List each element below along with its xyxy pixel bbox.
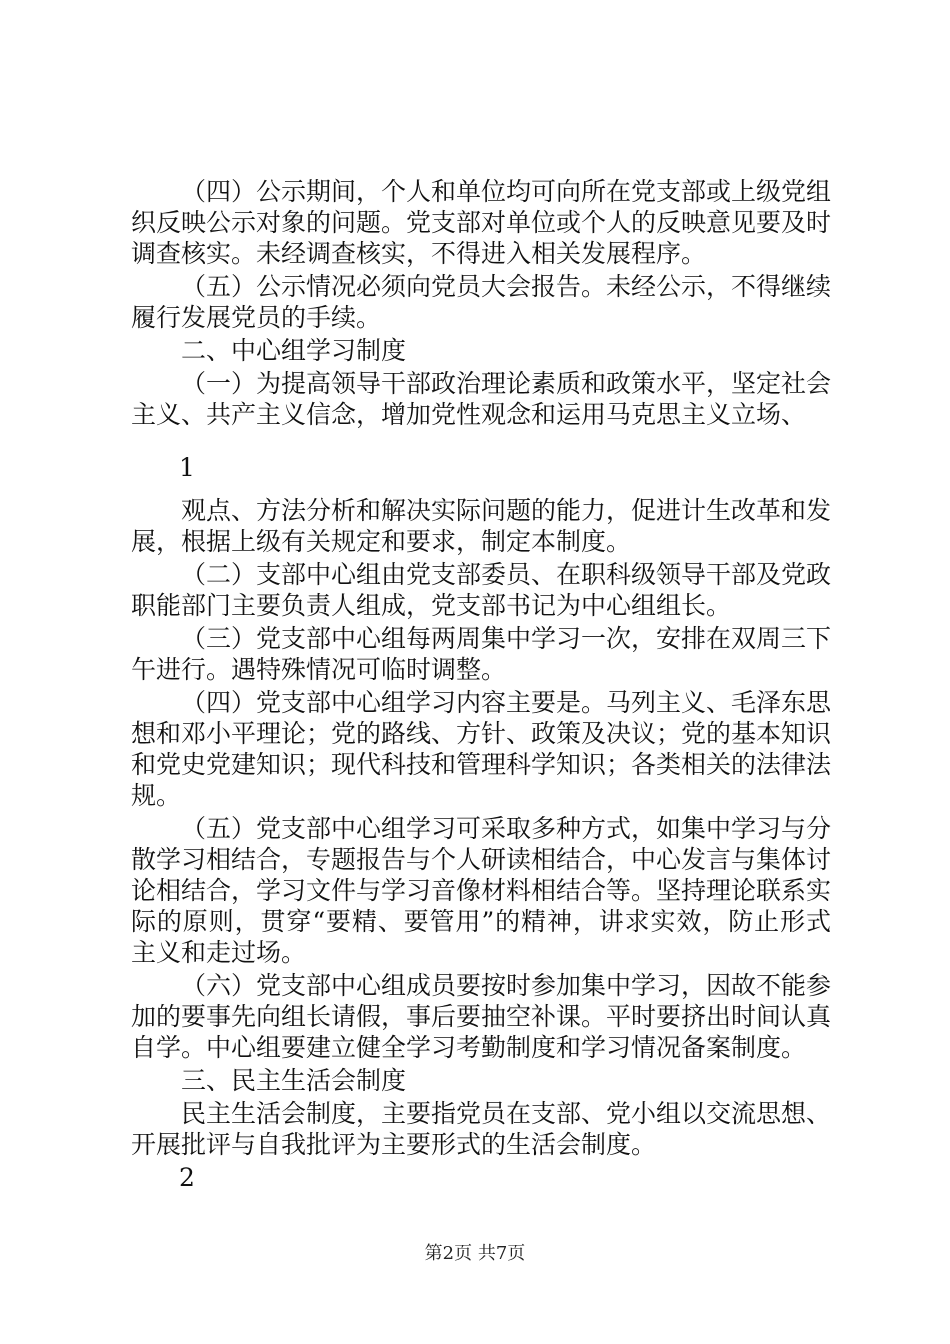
paragraph-study-6: （六）党支部中心组成员要按时参加集中学习，因故不能参加的要事先向组长请假，事后要抽空补课。平时要挤出时间认真自学。中心组要建立健全学习考勤制度和学习情况备案制度。 <box>131 971 832 1062</box>
paragraph-study-2: （二）支部中心组由党支部委员、在职科级领导干部及党政职能部门主要负责人组成，党支部书记为中心组组长。 <box>131 560 832 620</box>
inline-page-number-1: 1 <box>179 453 195 482</box>
paragraph-publicity-4: （四）公示期间，个人和单位均可向所在党支部或上级党组织反映公示对象的问题。党支部对单位或个人的反映意见要及时调查核实。未经调查核实，不得进入相关发展程序。 <box>131 177 832 268</box>
paragraph-study-1: （一）为提高领导干部政治理论素质和政策水平，坚定社会主义、共产主义信念，增加党性观念和运用马克思主义立场、 <box>131 369 832 429</box>
paragraph-publicity-5: （五）公示情况必须向党员大会报告。未经公示，不得继续履行发展党员的手续。 <box>131 272 832 332</box>
section-heading-study-system: 二、中心组学习制度 <box>181 336 407 365</box>
paragraph-study-3: （三）党支部中心组每两周集中学习一次，安排在双周三下午进行。遇特殊情况可临时调整。 <box>131 624 832 684</box>
paragraph-study-5: （五）党支部中心组学习可采取多种方式，如集中学习与分散学习相结合，专题报告与个人研读相结合，中心发言与集体讨论相结合，学习文件与学习音像材料相结合等。坚持理论联系实际的原则，贯穿“要精、要管用”的精神，讲求实效，防止形式主义和走过场。 <box>131 814 832 967</box>
section-heading-democratic-life: 三、民主生活会制度 <box>181 1066 407 1095</box>
paragraph-study-4: （四）党支部中心组学习内容主要是。马列主义、毛泽东思想和邓小平理论；党的路线、方针、政策及决议；党的基本知识和党史党建知识；现代科技和管理科学知识；各类相关的法律法规。 <box>131 688 832 810</box>
paragraph-study-1-continued: 观点、方法分析和解决实际问题的能力，促进计生改革和发展，根据上级有关规定和要求，制定本制度。 <box>131 496 832 556</box>
inline-page-number-2: 2 <box>179 1163 195 1192</box>
paragraph-democratic-life-1: 民主生活会制度，主要指党员在支部、党小组以交流思想、开展批评与自我批评为主要形式的生活会制度。 <box>131 1099 832 1159</box>
document-body <box>131 176 831 1193</box>
page-footer: 第2页 共7页 <box>424 1243 526 1264</box>
